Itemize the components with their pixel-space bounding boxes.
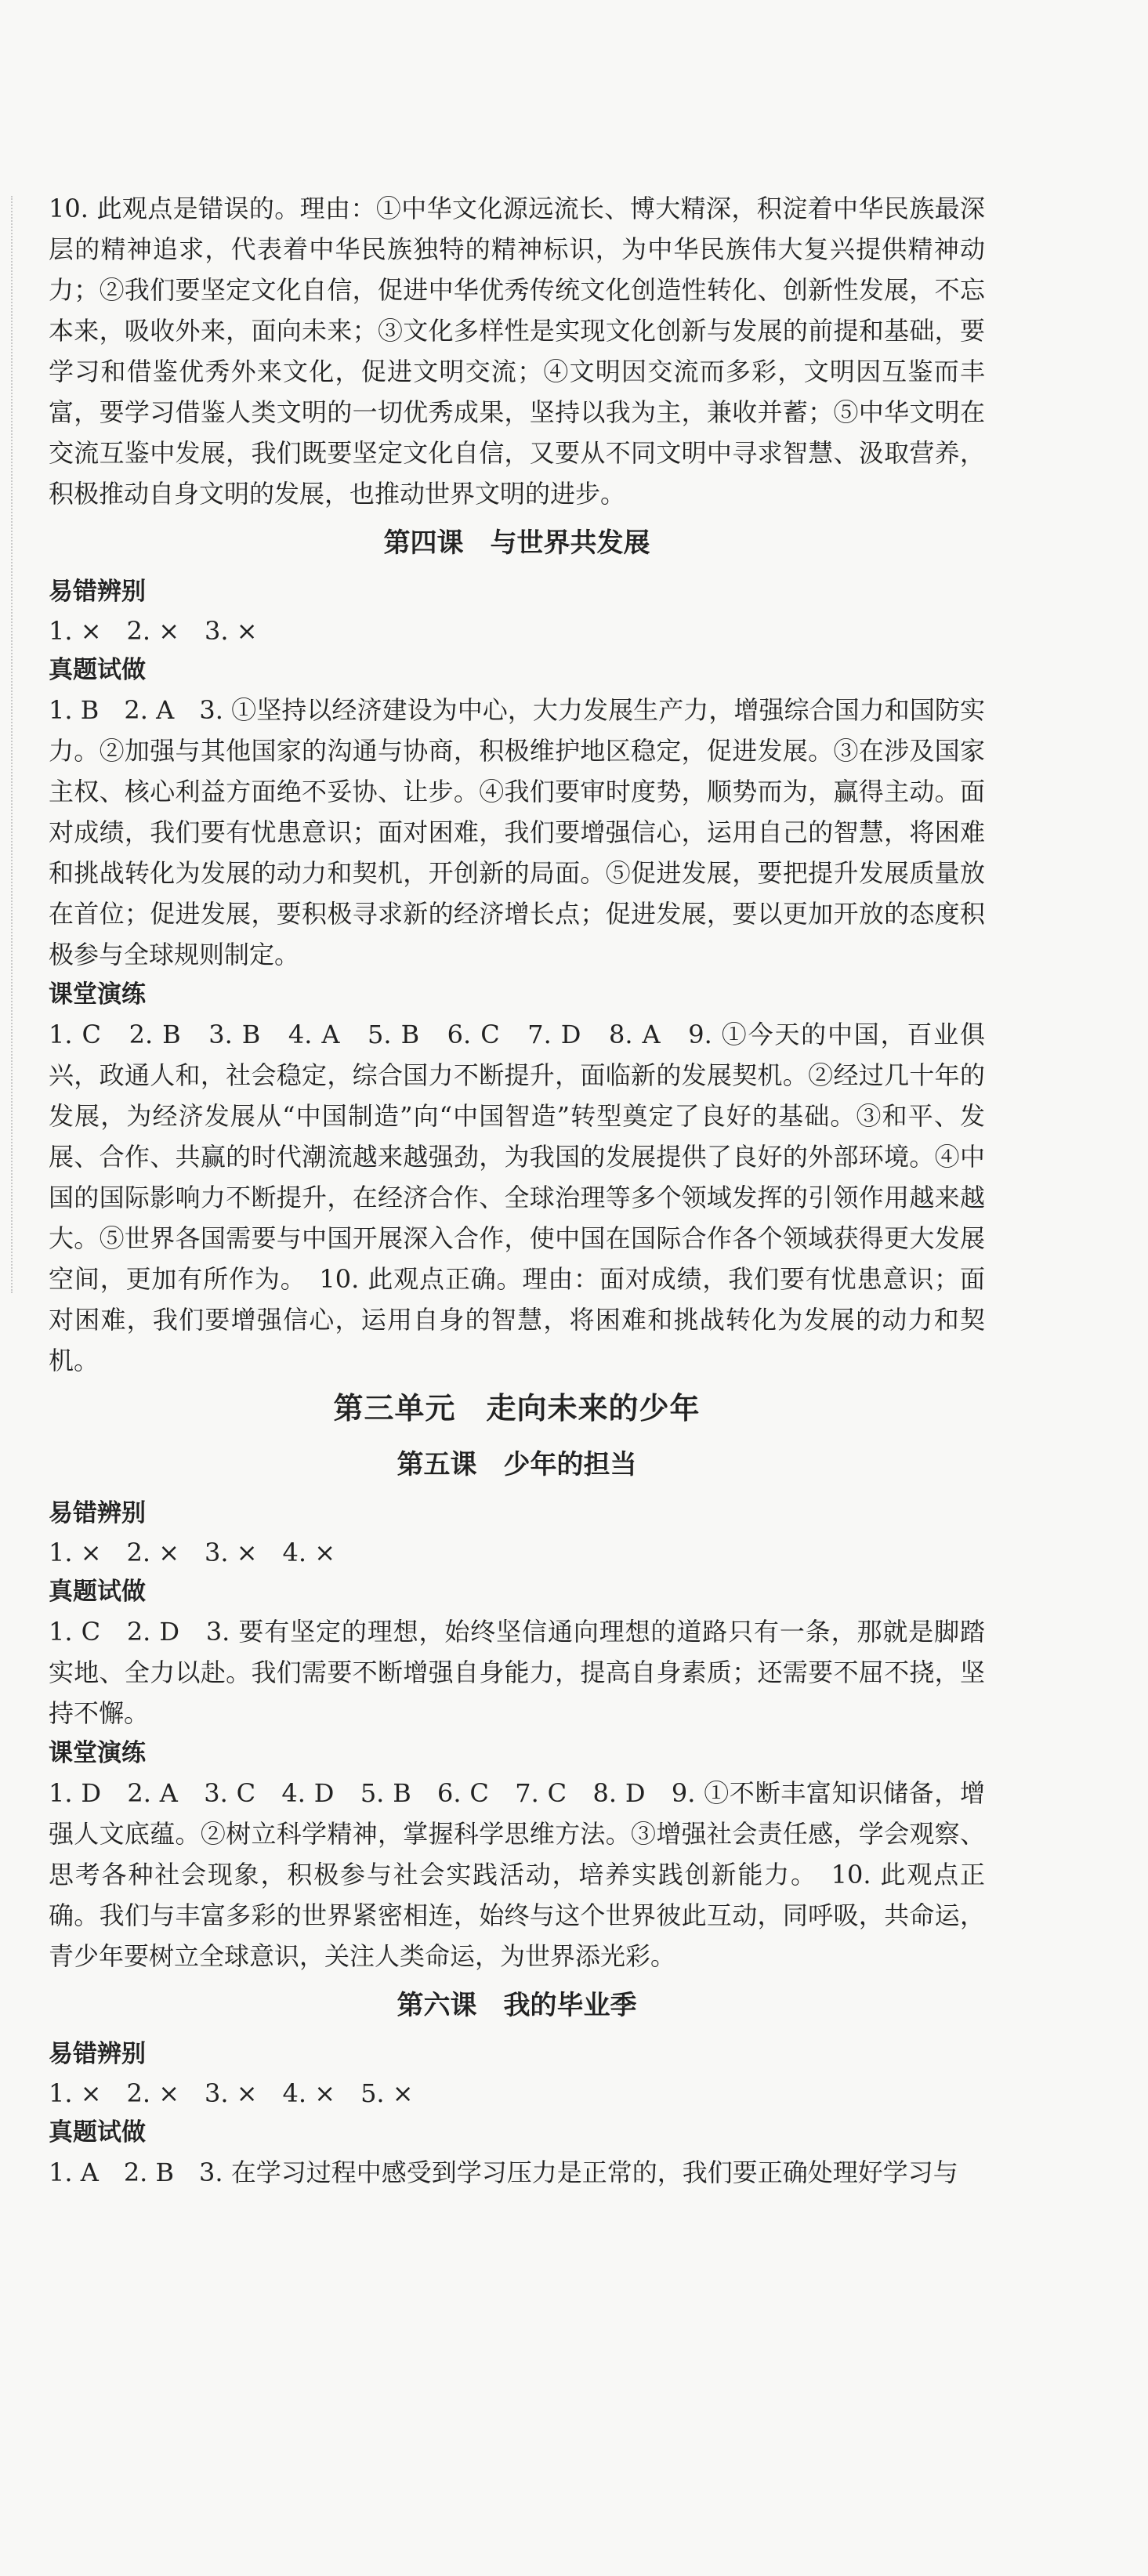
answer-paragraph: 1. C 2. D 3. 要有坚定的理想，始终坚信通向理想的道路只有一条，那就是脚踏实地、全力以赴。我们需要不断增强自身能力，提高自身素质；还需要不屈不挠，坚持不懈。 — [49, 1617, 985, 1728]
section-heading: 易错辨别 — [49, 578, 146, 606]
true-false-answers: 1. × 2. × 3. × — [49, 616, 258, 646]
answer-paragraph: 1. D 2. A 3. C 4. D 5. B 6. C 7. C 8. D 9. ①不断丰富知识储备，增强人文底蕴。②树立科学精神，掌握科学思维方法。③增强社会责任感，学会观察、思考各种社会现象，积极参与社会实践活动，培养实践创新能力。 10. 此观点正确。我们与丰富多彩的世界紧密相连，始终与这个世界彼此互动，同呼吸，共命运，青少年要树立全球意识，关注人类命运，为世界添光彩。 — [49, 1778, 985, 1971]
section-heading: 易错辨别 — [49, 2040, 146, 2068]
true-false-answers: 1. × 2. × 3. × 4. × 5. × — [49, 2078, 414, 2108]
lesson-title: 第四课 与世界共发展 — [383, 527, 650, 559]
lesson-title: 第五课 少年的担当 — [397, 1449, 637, 1480]
section-heading: 真题试做 — [49, 2118, 146, 2147]
answer-paragraph: 1. A 2. B 3. 在学习过程中感受到学习压力是正常的，我们要正确处理好学习与 — [49, 2158, 958, 2187]
unit-title: 第三单元 走向未来的少年 — [333, 1391, 701, 1426]
section-heading: 课堂演练 — [49, 980, 146, 1009]
section-heading: 真题试做 — [49, 1578, 146, 1606]
answer-paragraph: 10. 此观点是错误的。理由：①中华文化源远流长、博大精深，积淀着中华民族最深层的精神追求，代表着中华民族独特的精神标识，为中华民族伟大复兴提供精神动力；②我们要坚定文化自信，促进中华优秀传统文化创造性转化、创新性发展，不忘本来，吸收外来，面向未来；③文化多样性是实现文化创新与发展的前提和基础，要学习和借鉴优秀外来文化，促进文明交流；④文明因交流而多彩，文明因互鉴而丰富，要学习借鉴人类文明的一切优秀成果，坚持以我为主，兼收并蓄；⑤中华文明在交流互鉴中发展，我们既要坚定文化自信，又要从不同文明中寻求智慧、汲取营养，积极推动自身文明的发展，也推动世界文明的进步。 — [49, 194, 985, 509]
margin-line — [11, 196, 14, 1293]
lesson-title: 第六课 我的毕业季 — [397, 1990, 637, 2021]
section-heading: 真题试做 — [49, 656, 146, 684]
answer-content — [49, 188, 985, 2193]
answer-paragraph: 1. B 2. A 3. ①坚持以经济建设为中心，大力发展生产力，增强综合国力和国防实力。②加强与其他国家的沟通与协商，积极维护地区稳定，促进发展。③在涉及国家主权、核心利益方面绝不妥协、让步。④我们要审时度势，顺势而为，赢得主动。面对成绩，我们要有忧患意识；面对困难，我们要增强信心，运用自己的智慧，将困难和挑战转化为发展的动力和契机，开创新的局面。⑤促进发展，要把提升发展质量放在首位；促进发展，要积极寻求新的经济增长点；促进发展，要以更加开放的态度积极参与全球规则制定。 — [49, 695, 985, 969]
answer-paragraph: 1. C 2. B 3. B 4. A 5. B 6. C 7. D 8. A 9. ①今天的中国，百业俱兴，政通人和，社会稳定，综合国力不断提升，面临新的发展契机。②经过几十年的发展，为经济发展从“中国制造”向“中国智造”转型奠定了良好的基础。③和平、发展、合作、共赢的时代潮流越来越强劲，为我国的发展提供了良好的外部环境。④中国的国际影响力不断提升，在经济合作、全球治理等多个领域发挥的引领作用越来越大。⑤世界各国需要与中国开展深入合作，使中国在国际合作各个领域获得更大发展空间，更加有所作为。 10. 此观点正确。理由：面对成绩，我们要有忧患意识；面对困难，我们要增强信心，运用自身的智慧，将困难和挑战转化为发展的动力和契机。 — [49, 1020, 985, 1375]
section-heading: 易错辨别 — [49, 1499, 146, 1527]
section-heading: 课堂演练 — [49, 1739, 146, 1767]
true-false-answers: 1. × 2. × 3. × 4. × — [49, 1538, 336, 1567]
